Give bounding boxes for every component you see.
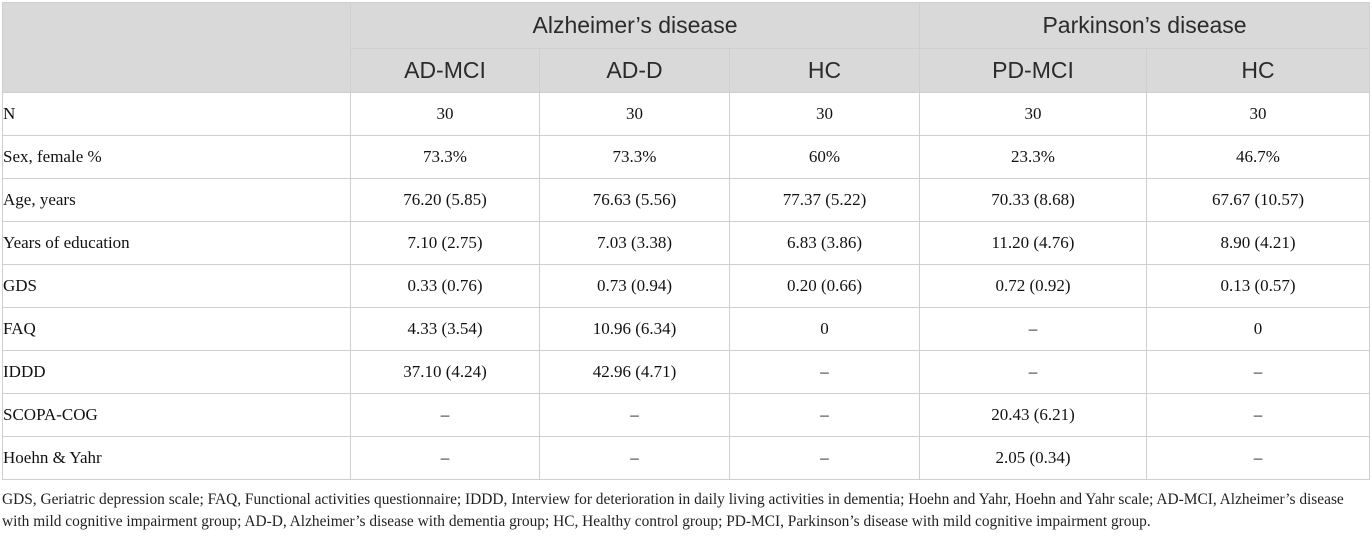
table-cell: 30 <box>351 93 540 136</box>
row-label: FAQ <box>3 308 351 351</box>
table-cell: 8.90 (4.21) <box>1147 222 1370 265</box>
column-header-pd-mci: PD-MCI <box>920 49 1147 93</box>
table-footnote: GDS, Geriatric depression scale; FAQ, Functional activities questionnaire; IDDD, Interview for deterioration in daily living activities in dementia; Hoehn and Yahr, Hoehn and Yahr scale; AD-MCI, Alzheimer’s disease with mild cognitive impairment group; AD-D, Alzheimer’s disease with dementia group; HC, Healthy control group; PD-MCI, Parkinson’s disease with mild cognitive impairment group. <box>2 491 1344 530</box>
table-cell: 0.33 (0.76) <box>351 265 540 308</box>
row-label: Age, years <box>3 179 351 222</box>
table-cell: 0.20 (0.66) <box>730 265 920 308</box>
row-label: SCOPA-COG <box>3 394 351 437</box>
table-cell: 76.63 (5.56) <box>540 179 730 222</box>
table-cell: – <box>730 351 920 394</box>
table-cell: 30 <box>540 93 730 136</box>
group-header-parkinsons: Parkinson’s disease <box>920 3 1370 49</box>
table-row <box>3 308 1370 351</box>
table-cell: – <box>1147 437 1370 480</box>
table-cell: – <box>920 308 1147 351</box>
table-row <box>3 136 1370 179</box>
table-cell: 6.83 (3.86) <box>730 222 920 265</box>
table-row <box>3 394 1370 437</box>
row-label: Years of education <box>3 222 351 265</box>
table-cell: – <box>1147 351 1370 394</box>
table-cell: 30 <box>730 93 920 136</box>
table-cell: 20.43 (6.21) <box>920 394 1147 437</box>
table-cell: 42.96 (4.71) <box>540 351 730 394</box>
table-cell: 0 <box>1147 308 1370 351</box>
table-cell: – <box>920 351 1147 394</box>
corner-cell <box>3 3 351 93</box>
table-cell: 0.73 (0.94) <box>540 265 730 308</box>
column-header-ad-d: AD-D <box>540 49 730 93</box>
row-label: Hoehn & Yahr <box>3 437 351 480</box>
table-cell: 37.10 (4.24) <box>351 351 540 394</box>
table-cell: 7.03 (3.38) <box>540 222 730 265</box>
table-cell: 11.20 (4.76) <box>920 222 1147 265</box>
table-row <box>3 93 1370 136</box>
table-cell: – <box>351 437 540 480</box>
table-cell: 76.20 (5.85) <box>351 179 540 222</box>
table-cell: 0.13 (0.57) <box>1147 265 1370 308</box>
demographics-table <box>2 2 1370 480</box>
group-header-alzheimers: Alzheimer’s disease <box>351 3 920 49</box>
table-cell: 10.96 (6.34) <box>540 308 730 351</box>
table-cell: – <box>730 437 920 480</box>
table-row <box>3 222 1370 265</box>
table-cell: – <box>730 394 920 437</box>
column-header-pd-hc: HC <box>1147 49 1370 93</box>
table-cell: 73.3% <box>540 136 730 179</box>
table-cell: – <box>540 437 730 480</box>
table-cell: 77.37 (5.22) <box>730 179 920 222</box>
table-cell: 2.05 (0.34) <box>920 437 1147 480</box>
table-cell: 30 <box>920 93 1147 136</box>
table-cell: 4.33 (3.54) <box>351 308 540 351</box>
table-cell: 67.67 (10.57) <box>1147 179 1370 222</box>
table-cell: 0 <box>730 308 920 351</box>
table-cell: 60% <box>730 136 920 179</box>
table-cell: 30 <box>1147 93 1370 136</box>
row-label: GDS <box>3 265 351 308</box>
table-row <box>3 437 1370 480</box>
row-label: Sex, female % <box>3 136 351 179</box>
table-cell: 73.3% <box>351 136 540 179</box>
table-cell: 7.10 (2.75) <box>351 222 540 265</box>
table-row <box>3 265 1370 308</box>
column-header-ad-mci: AD-MCI <box>351 49 540 93</box>
table-row <box>3 179 1370 222</box>
group-header-row <box>3 3 1370 49</box>
table-cell: 23.3% <box>920 136 1147 179</box>
row-label: N <box>3 93 351 136</box>
table-cell: 70.33 (8.68) <box>920 179 1147 222</box>
table-row <box>3 351 1370 394</box>
row-label: IDDD <box>3 351 351 394</box>
table-cell: 46.7% <box>1147 136 1370 179</box>
demographics-table-container <box>2 2 1369 480</box>
table-cell: – <box>351 394 540 437</box>
table-cell: – <box>1147 394 1370 437</box>
table-cell: – <box>540 394 730 437</box>
column-header-ad-hc: HC <box>730 49 920 93</box>
table-cell: 0.72 (0.92) <box>920 265 1147 308</box>
